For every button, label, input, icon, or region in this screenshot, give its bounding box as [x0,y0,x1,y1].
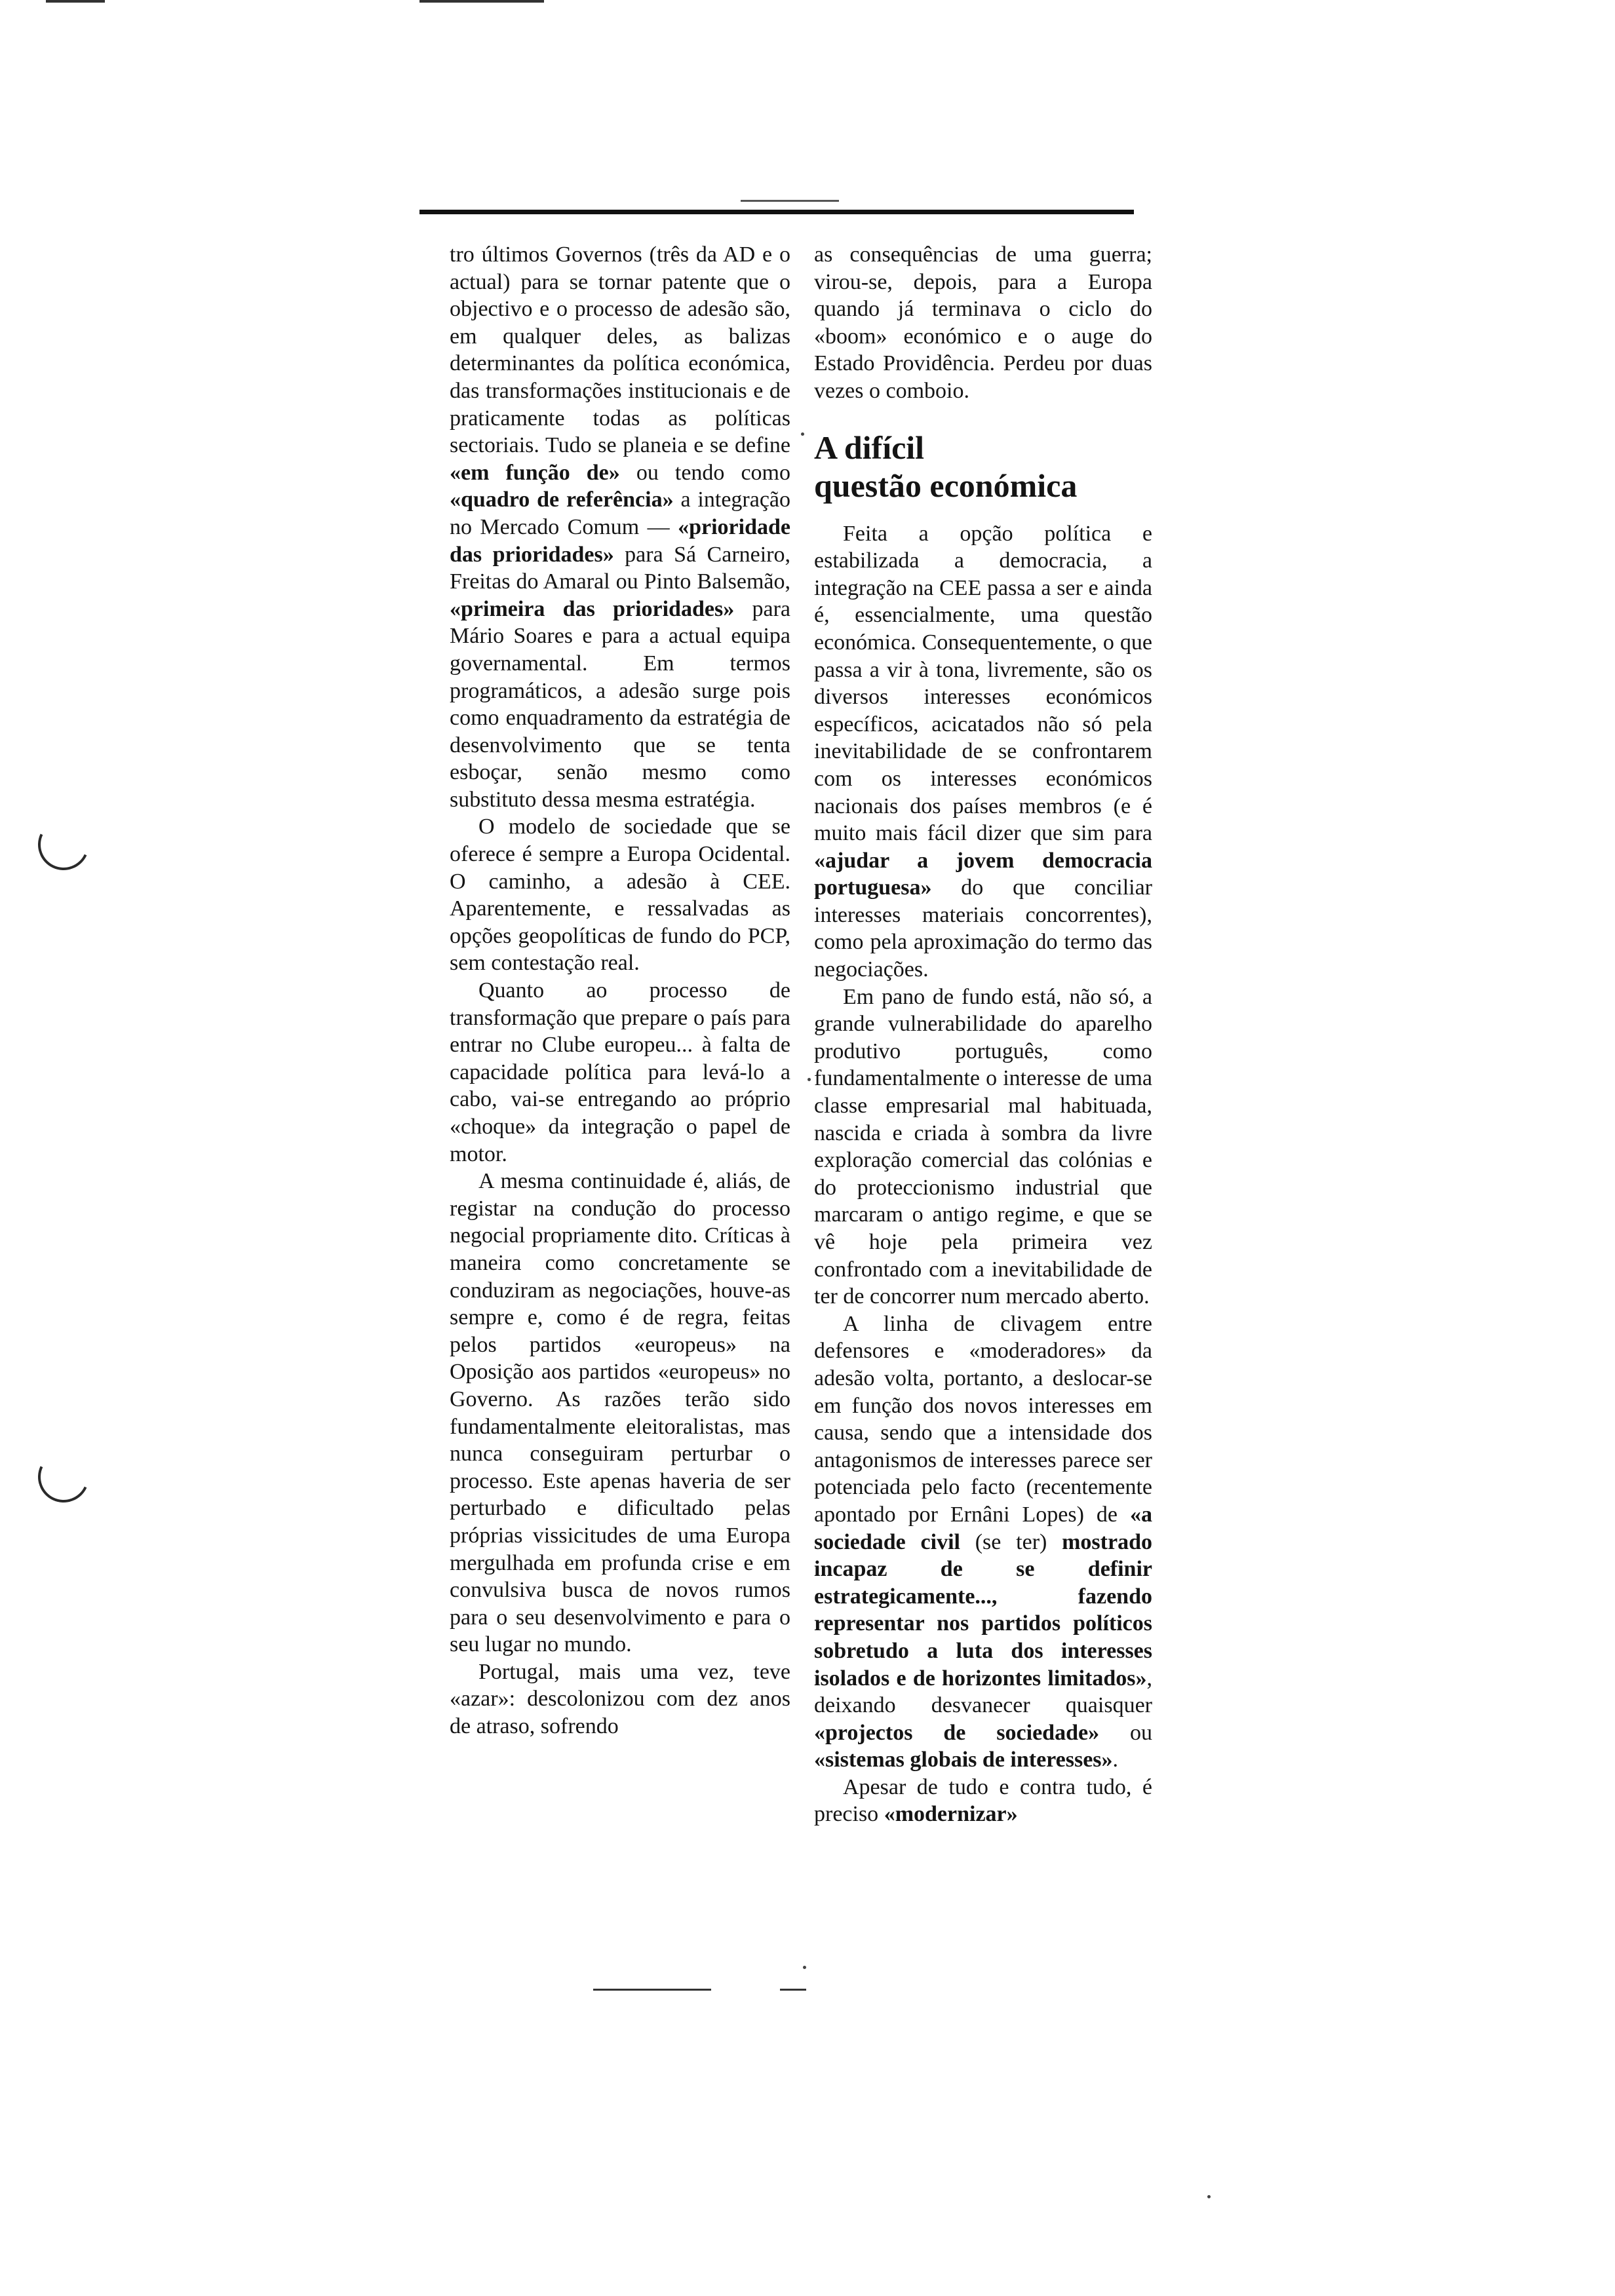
paragraph: Em pano de fundo está, não só, a grande vulnerabilidade do aparelho produtivo português, como fundamentalmente o interesse de uma classe empresarial mal habituada, nascida e criada à sombra da livre exploração comercial das colónias e do proteccionismo industrial que marcaram o antigo regime, e que se vê hoje pela primeira vez confrontado com a inevitabilidade de ter de concorrer num mercado aberto. [814,984,1152,1309]
paragraph [814,1311,1152,1774]
text-run: ou [1099,1720,1153,1745]
binder-hole-mark [31,812,96,877]
paragraph [814,520,1152,984]
text-run: Feita a opção política e estabilizada a democracia, a integração na CEE passa a ser e ainda é, essencialmente, uma questão económica. Consequentemente, o que passa a vir à tona, livremente, são os diversos interesses económicos específicos, acicatados não só pela inevitabilidade de se confrontarem com os interesses económicos nacionais dos países membros (e é muito mais fácil dizer que sim para [814,521,1152,846]
bold-phrase: «em função de» [450,460,620,485]
scan-speck [801,432,804,436]
paragraph: O modelo de sociedade que se oferece é sempre a Europa Ocidental. O caminho, a adesão à CEE. Aparentemente, e ressalvadas as opções geopolíticas de fundo do PCP, sem contestação real. [450,814,790,976]
scan-artifact-line [419,0,544,3]
scan-speck [1207,2195,1211,2198]
paragraph [814,1774,1152,1828]
bold-phrase: «sistemas globais de interesses» [814,1748,1113,1772]
article-column-right [814,241,1152,1828]
article-column-left [450,241,790,1740]
subheading-line: A difícil [814,429,925,466]
bold-phrase: «quadro de referência» [450,488,674,512]
clipping-top-rule [419,210,1134,214]
text-run: tro últimos Governos (três da AD e o actual) para se tornar patente que o objectivo e o processo de adesão são, em qualquer deles, as balizas determinantes da política económica, das transformações institucionais e de praticamente todas as políticas sectoriais. Tudo se planeia e se define [450,242,790,458]
text-run: a integração no Mercado Comum — [450,488,791,539]
binder-hole-mark [31,1444,96,1510]
paragraph: A mesma continuidade é, aliás, de registar na condução do processo negocial propriamente dito. Críticas à maneira como concretamente se conduziram as negociações, houve-as sempre e, como é de regra, feitas pelos partidos «europeus» na Oposição aos partidos «europeus» no Governo. As razões terão sido fundamentalmente eleitoralistas, mas nunca conseguiram perturbar o processo. Este apenas haveria de ser perturbado e dificultado pelas próprias vissicitudes de uma Europa mergulhada em profunda crise e em convulsiva busca de novos rumos para o seu desenvolvimento e para o seu lugar no mundo. [450,1169,790,1657]
subheading-line: questão económica [814,467,1078,504]
bold-phrase: «prioridade das prioridades» [450,514,790,567]
bold-phrase: «projectos de sociedade» [814,1720,1100,1745]
clipping-top-mark [741,200,839,202]
text-run: . [1112,1748,1119,1772]
section-subheading [814,429,1152,505]
paragraph: Quanto ao processo de transformação que prepare o país para entrar no Clube europeu... à falta de capacidade política para levá-lo a cabo, vai-se entregando ao próprio «choque» da integração o papel de motor. [450,978,790,1166]
paragraph-continuation: as consequências de uma guerra; virou-se, depois, para a Europa quando já terminava o ciclo do «boom» económico e o auge do Estado Providência. Perdeu por duas vezes o comboio. [814,242,1152,403]
bold-phrase: «primeira das prioridades» [450,596,735,621]
text-run: Apesar de tudo e contra tudo, é preciso [814,1774,1152,1827]
text-run: para Mário Soares e para a actual equipa governamental. Em termos programáticos, a adesão surge pois como enquadramento da estratégia de desenvolvimento que se tenta esboçar, senão mesmo como substituto dessa mesma estratégia. [450,596,790,812]
text-run: para Sá Carneiro, Freitas do Amaral ou Pinto Balsemão, [450,542,790,594]
paragraph-continuation [450,241,790,813]
text-run: ou tendo como [619,460,790,485]
scan-speck [808,1078,811,1081]
text-run: , deixando desvanecer quaisquer [814,1666,1152,1718]
bold-phrase: «modernizar» [884,1802,1018,1827]
clipping-bottom-mark [780,1989,806,1991]
clipping-bottom-mark [593,1989,711,1991]
paragraph: Portugal, mais uma vez, teve «azar»: descolonizou com dez anos de atraso, sofrendo [450,1659,790,1739]
scan-speck [803,1966,806,1969]
scan-artifact-line [46,0,105,3]
text-run: do que conciliar interesses materiais concorrentes), como pela aproximação do termo das negociações. [814,875,1152,982]
bold-phrase: «ajudar a jovem democracia portuguesa» [814,848,1152,900]
bold-phrase: mostrado incapaz de se definir estrategicamente..., fazendo representar nos partidos políticos sobretudo a luta dos interesses isolados e de horizontes limitados» [814,1529,1152,1691]
text-run: (se ter) [960,1529,1062,1554]
text-run: A linha de clivagem entre defensores e «moderadores» da adesão volta, portanto, a deslocar-se em função dos novos interesses em causa, sendo que a intensidade dos antagonismos de interesses parece ser potenciada pelo facto (recentemente apontado por Ernâni Lopes) de [814,1311,1152,1527]
bold-phrase: «a sociedade civil [814,1502,1152,1554]
